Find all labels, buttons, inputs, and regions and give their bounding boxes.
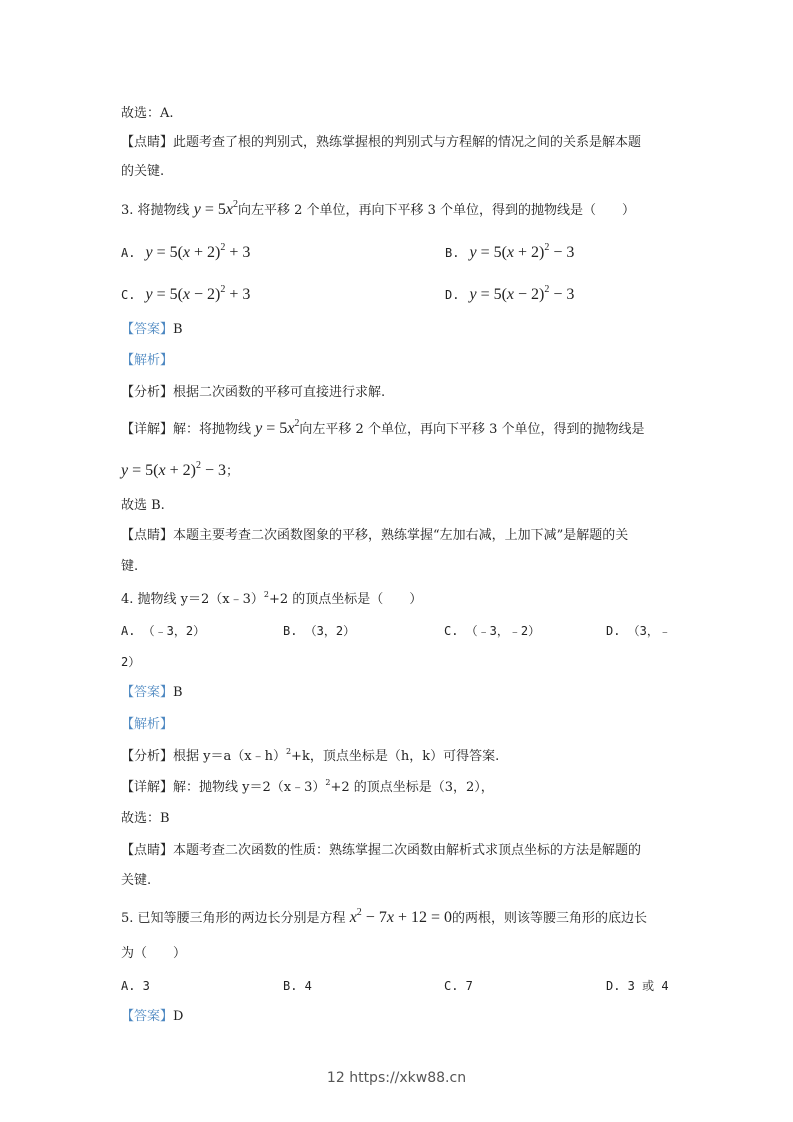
q5-stem: 5. 已知等腰三角形的两边长分别是方程 $x^2 - 7x + 12 = 0$的两根，则该等腰三角形的底边长 (121, 907, 647, 926)
q3-result: $y = 5(x + 2)^2 - 3$； (121, 460, 239, 479)
prev-choice: 故选：A. (121, 106, 174, 121)
q5-option-b[interactable]: B. 4 (283, 979, 312, 993)
q3-option-d[interactable]: D. $y = 5(x - 2)^2 - 3$ (445, 284, 575, 303)
q4-option-c[interactable]: C. （﹣3，﹣2） (444, 624, 541, 638)
q3-choice: 故选 B. (121, 498, 165, 513)
q3-option-a[interactable]: A. $y = 5(x + 2)^2 + 3$ (121, 242, 251, 261)
q3-analysis-tag: 【解析】 (121, 353, 174, 368)
answer-tag: 【答案】 (121, 322, 174, 337)
q3-comment-cont: 键. (121, 559, 139, 574)
q4-stem: 4. 抛物线 y＝2（x﹣3）$^2$+2 的顶点坐标是（ ） (121, 590, 423, 607)
q3-comment: 【点睛】本题主要考查二次函数图象的平移，熟练掌握“左加右减，上加下减”是解题的关 (121, 528, 629, 543)
comment-text: 此题考查了根的判别式，熟练掌握根的判别式与方程解的情况之间的关系是解本题 (173, 135, 642, 150)
q5-stem-cont: 为（ ） (121, 946, 187, 961)
q4-option-d-wrap: 2） (121, 655, 141, 669)
formula: $y = 5x^2$ (255, 418, 300, 437)
q3-option-c[interactable]: C. $y = 5(x - 2)^2 + 3$ (121, 284, 251, 303)
q4-option-b[interactable]: B. （3，2） (283, 624, 356, 638)
q5-answer (121, 1008, 183, 1026)
q4-xiangjie: 【详解】解：抛物线 y＝2（x﹣3）$^2$+2 的顶点坐标是（3，2）， (121, 778, 494, 795)
answer-value: D (173, 1009, 184, 1024)
q5-option-c[interactable]: C. 7 (444, 979, 473, 993)
answer-tag: 【答案】 (121, 1009, 174, 1024)
formula: $y = 5(x + 2)^2 - 3$ (121, 460, 226, 479)
formula: $x^2 - 7x + 12 = 0$ (349, 907, 452, 926)
answer-value: B (173, 322, 183, 337)
q3-fenxi: 【分析】根据二次函数的平移可直接进行求解. (121, 385, 386, 400)
q5-option-a[interactable]: A. 3 (121, 979, 150, 993)
footer-url[interactable]: https://xkw88.cn (349, 1070, 467, 1086)
q4-comment: 【点睛】本题考查二次函数的性质：熟练掌握二次函数由解析式求顶点坐标的方法是解题的 (121, 843, 642, 858)
question-number: 3. (121, 203, 134, 218)
q3-answer (121, 321, 183, 339)
q4-fenxi: 【分析】根据 y＝a（x﹣h）$^2$+k，顶点坐标是（h，k）可得答案. (121, 747, 500, 764)
q4-answer (121, 684, 183, 702)
q3-xiangjie: 【详解】解：将抛物线 $y = 5x^2$向左平移 2 个单位，再向下平移 3 个单位，得到的抛物线是 (121, 418, 645, 437)
q4-analysis-tag: 【解析】 (121, 717, 174, 732)
answer-value: B (173, 685, 183, 700)
prev-comment-cont: 的关键. (121, 164, 165, 179)
q5-option-d[interactable]: D. 3 或 4 (606, 979, 669, 993)
page-footer (0, 1070, 793, 1086)
formula: $y = 5x^2$ (193, 199, 238, 218)
q3-stem: 3. 将抛物线 $y = 5x^2$向左平移 2 个单位，再向下平移 3 个单位，得到的抛物线是（ ） (121, 199, 636, 218)
answer-tag: 【答案】 (121, 685, 174, 700)
page-number: 12 (326, 1070, 345, 1086)
q4-comment-cont: 关键. (121, 873, 152, 888)
q3-option-b[interactable]: B. $y = 5(x + 2)^2 - 3$ (445, 242, 575, 261)
q4-choice: 故选：B (121, 811, 170, 826)
q4-option-a[interactable]: A. （﹣3，2） (121, 624, 206, 638)
prev-comment (121, 134, 641, 152)
comment-tag: 【点睛】 (121, 135, 174, 150)
q4-option-d[interactable]: D. （3，﹣ (606, 624, 671, 638)
